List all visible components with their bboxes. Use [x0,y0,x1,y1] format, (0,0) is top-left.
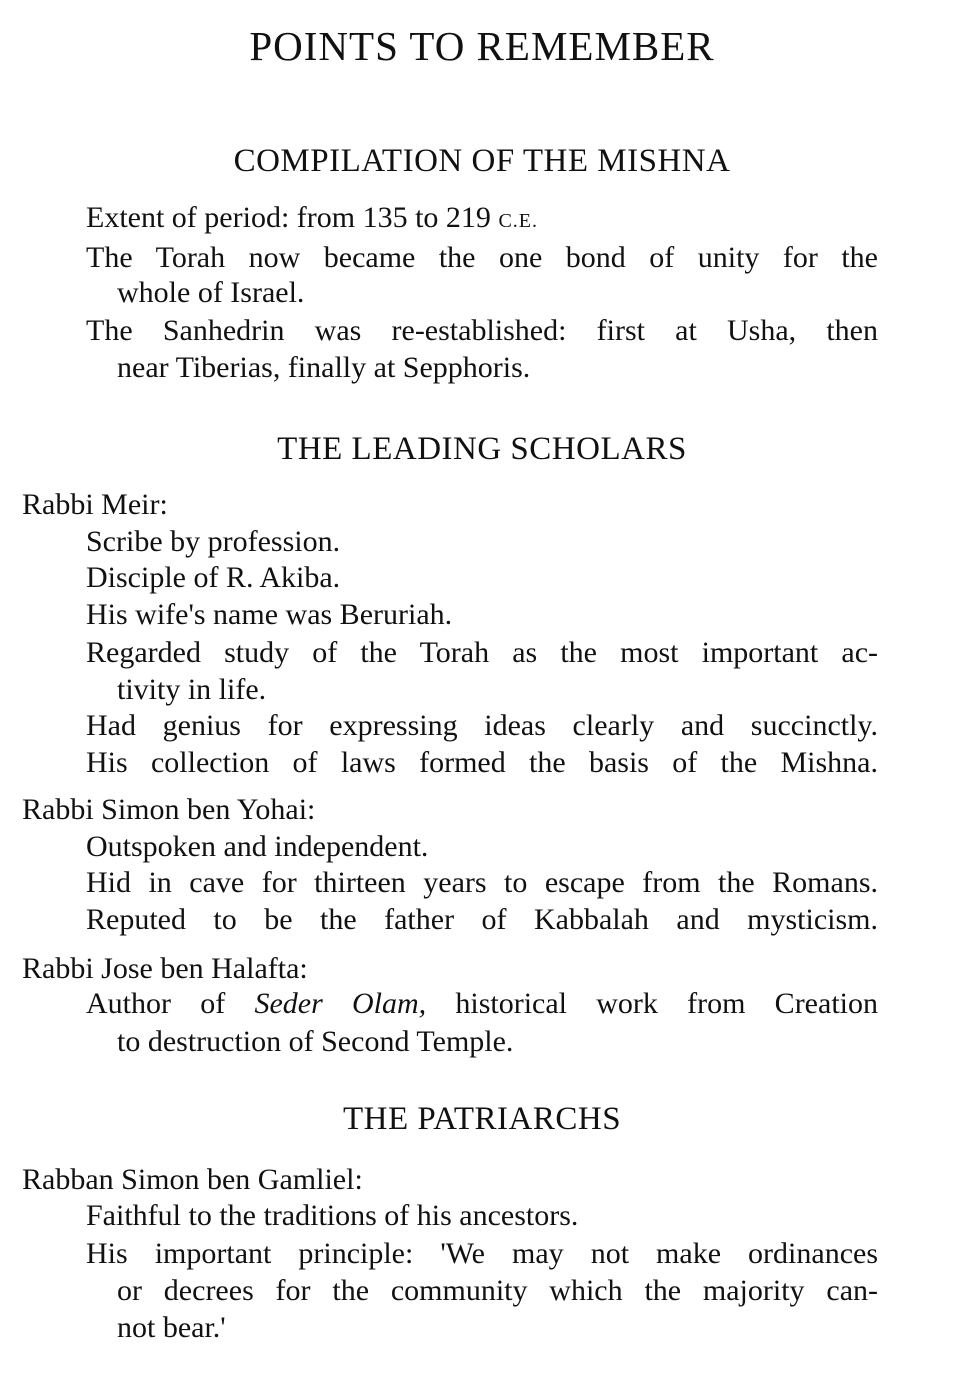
jose-author-suffix: historical work from Creation [426,987,878,1020]
simon-cave: Hid in cave for thirteen years to escape from the Romans. [86,866,878,899]
gamliel-principle-line-3: not bear.' [117,1311,226,1344]
extent-of-period [86,200,538,239]
jose-author-line-2: to destruction of Second Temple. [117,1025,514,1058]
gamliel-faithful: Faithful to the traditions of his ancestors. [86,1199,579,1232]
extent-text: Extent of period: from 135 to 219 [86,201,491,234]
rabban-simon-name: Rabban Simon ben Gamliel: [22,1163,363,1196]
jose-author-prefix: Author of [86,987,255,1020]
meir-study-line-1: Regarded study of the Torah as the most important ac- [86,636,878,669]
gamliel-principle-line-1: His important principle: 'We may not make ordinances [86,1237,878,1270]
sanhedrin-line-2: near Tiberias, finally at Sepphoris. [117,351,531,384]
simon-outspoken: Outspoken and independent. [86,830,429,863]
meir-wife: His wife's name was Beruriah. [86,598,453,631]
seder-olam-title: Seder Olam, [254,987,427,1020]
mishna-heading: COMPILATION OF THE MISHNA [233,143,731,179]
torah-bond-line-2: whole of Israel. [117,276,305,309]
sanhedrin-line-1: The Sanhedrin was re-established: first at Usha, then [86,314,878,347]
era-abbreviation: C.E. [498,210,538,232]
meir-disciple: Disciple of R. Akiba. [86,561,341,594]
patriarchs-heading: THE PATRIARCHS [342,1101,622,1137]
torah-bond-line-1: The Torah now became the one bond of unity for the [86,241,878,274]
simon-kabbalah: Reputed to be the father of Kabbalah and mysticism. [86,903,878,936]
rabbi-jose-name: Rabbi Jose ben Halafta: [22,952,308,985]
jose-author-line-1 [86,986,878,1022]
meir-collection: His collection of laws formed the basis of the Mishna. [86,746,878,779]
meir-study-line-2: tivity in life. [117,673,267,706]
rabbi-simon-name: Rabbi Simon ben Yohai: [22,793,316,826]
rabbi-meir-name: Rabbi Meir: [22,488,168,521]
gamliel-principle-line-2: or decrees for the community which the majority can- [117,1274,878,1307]
meir-genius: Had genius for expressing ideas clearly and succinctly. [86,709,878,742]
meir-scribe: Scribe by profession. [86,525,341,558]
page-title: POINTS TO REMEMBER [249,23,715,69]
scholars-heading: THE LEADING SCHOLARS [277,431,687,467]
